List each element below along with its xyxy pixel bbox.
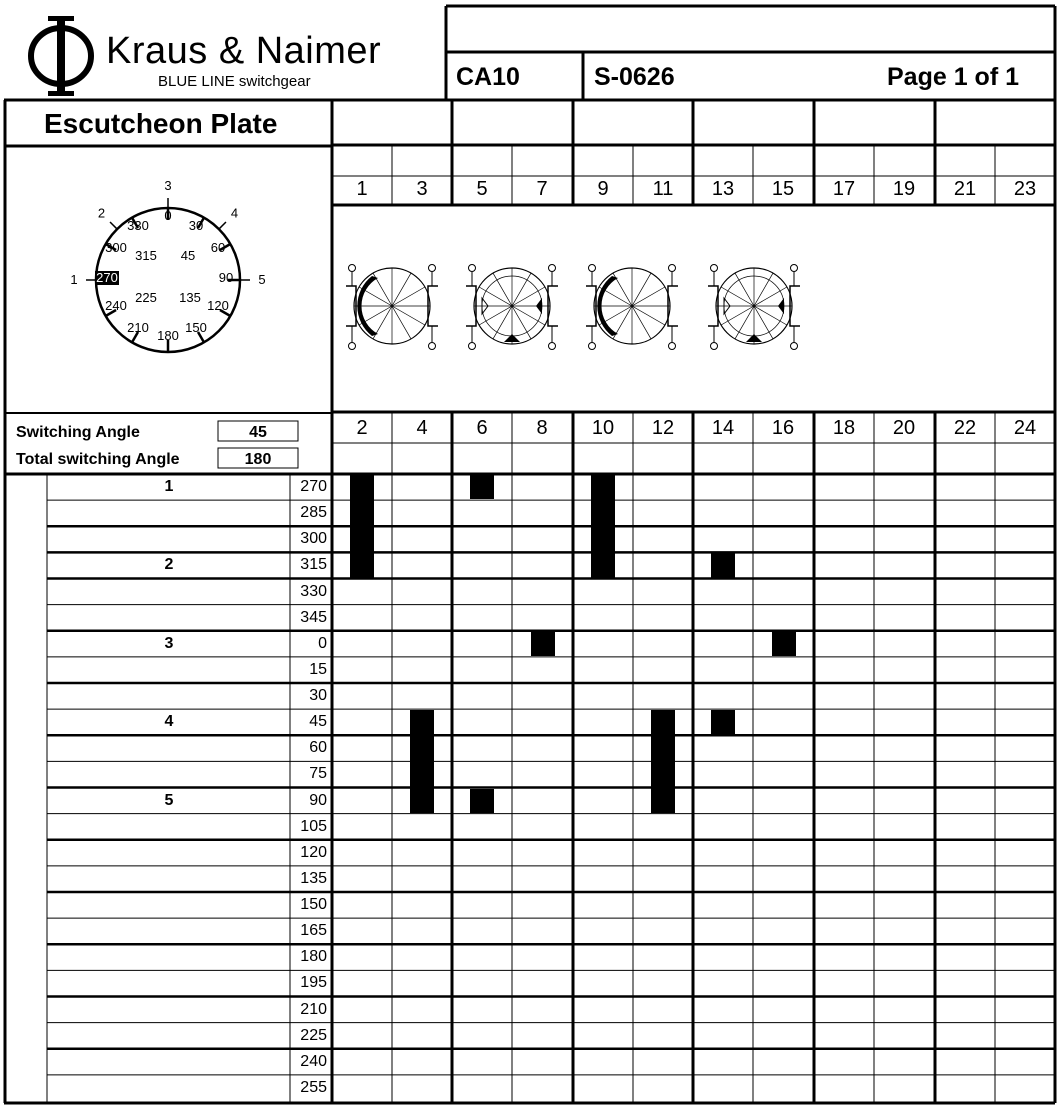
contact-closed-bar <box>470 475 494 499</box>
position-label: 4 <box>164 713 174 731</box>
total-switching-angle-label: Total switching Angle <box>16 451 180 468</box>
bottom-terminal-6: 6 <box>476 417 488 439</box>
contact-closed-bar <box>470 789 494 813</box>
series-code: CA10 <box>456 63 520 91</box>
bottom-terminal-10: 10 <box>591 417 615 439</box>
contact-closed-bar <box>410 710 434 813</box>
bottom-terminal-18: 18 <box>832 417 856 439</box>
angle-label: 120 <box>300 843 327 861</box>
contact-cam-diagram <box>708 265 800 350</box>
top-terminal-7: 7 <box>536 178 548 200</box>
total-switching-angle-value: 180 <box>244 451 272 468</box>
contact-cam-diagram <box>466 265 558 350</box>
dial-angle-label: 330 <box>127 218 149 233</box>
angle-label: 15 <box>309 660 327 678</box>
contact-cam-diagram <box>346 265 438 350</box>
position-label: 3 <box>164 634 174 652</box>
top-terminal-17: 17 <box>832 178 856 200</box>
angle-label: 75 <box>309 765 327 783</box>
contact-closed-bar <box>591 475 615 578</box>
angle-label: 150 <box>300 896 327 913</box>
angle-label: 255 <box>300 1078 327 1096</box>
angle-label: 285 <box>300 504 327 522</box>
top-terminal-3: 3 <box>416 178 428 200</box>
bottom-terminal-24: 24 <box>1013 417 1037 439</box>
escutcheon-title: Escutcheon Plate <box>44 108 278 139</box>
bottom-terminal-2: 2 <box>356 417 368 439</box>
contact-closed-bar <box>772 632 796 656</box>
switching-angle-value: 45 <box>249 424 267 441</box>
contact-cam-diagram <box>586 265 678 350</box>
dial-position-tick <box>219 222 226 229</box>
dial-angle-label: 240 <box>105 298 127 313</box>
position-label: 1 <box>164 478 174 495</box>
bottom-terminal-14: 14 <box>711 417 735 439</box>
company-tagline: BLUE LINE switchgear <box>158 73 311 90</box>
angle-label: 300 <box>300 530 327 548</box>
dial-position-number: 4 <box>230 205 239 221</box>
top-terminal-11: 11 <box>652 178 674 200</box>
kraus-naimer-logo-icon <box>26 12 96 98</box>
dial-position-number: 5 <box>258 272 266 287</box>
contact-closed-bar <box>651 710 675 813</box>
bottom-terminal-12: 12 <box>651 417 675 439</box>
top-terminal-19: 19 <box>892 178 916 200</box>
angle-label: 135 <box>300 869 327 887</box>
dial-angle-label: 180 <box>157 328 179 343</box>
angle-label: 195 <box>300 974 327 992</box>
bottom-terminal-8: 8 <box>536 417 548 439</box>
dial-angle-label: 60 <box>210 240 226 255</box>
angle-label: 165 <box>300 922 327 940</box>
angle-label: 180 <box>300 948 327 966</box>
dial-angle-label: 0 <box>164 208 172 223</box>
top-terminal-1: 1 <box>356 178 368 200</box>
dial-position-number: 3 <box>164 178 172 193</box>
position-label: 2 <box>164 556 174 574</box>
angle-label: 240 <box>300 1052 327 1070</box>
top-terminal-13: 13 <box>711 178 735 200</box>
dial-angle-label: 210 <box>127 320 149 335</box>
company-name: Kraus & Naimer <box>106 30 382 72</box>
angle-label: 225 <box>300 1026 327 1044</box>
dial-angle-label: 315 <box>135 248 157 263</box>
page-indicator: Page 1 of 1 <box>887 63 1019 91</box>
top-terminal-9: 9 <box>597 178 609 200</box>
dial-angle-label: 45 <box>180 248 196 263</box>
dial-angle-label: 270 <box>96 270 118 285</box>
angle-label: 60 <box>309 739 327 757</box>
angle-label: 30 <box>309 687 327 704</box>
dial-position-number: 2 <box>97 205 106 221</box>
dial-angle-label: 30 <box>188 218 204 233</box>
program-number: S-0626 <box>594 63 675 91</box>
top-terminal-23: 23 <box>1013 178 1037 200</box>
dial-angle-label: 150 <box>185 320 207 335</box>
dial-position-tick <box>110 222 117 229</box>
top-terminal-21: 21 <box>953 178 977 200</box>
contact-cam-diagrams <box>332 206 1052 412</box>
dial-angle-label: 120 <box>207 298 229 313</box>
angle-label: 105 <box>300 817 327 835</box>
angle-label: 0 <box>318 634 327 652</box>
contact-closed-bar <box>350 475 374 578</box>
angle-label: 45 <box>309 713 327 731</box>
angle-label: 270 <box>300 478 327 495</box>
dial-angle-label: 225 <box>135 290 157 305</box>
bottom-terminal-16: 16 <box>771 417 795 439</box>
escutcheon-dial <box>60 168 280 378</box>
angle-label: 345 <box>300 608 327 626</box>
contact-closed-bar <box>711 553 735 577</box>
angle-label: 330 <box>300 582 327 600</box>
dial-angle-label: 300 <box>105 240 127 255</box>
top-terminal-5: 5 <box>476 178 488 200</box>
top-terminal-15: 15 <box>771 178 795 200</box>
angle-label: 315 <box>300 556 327 574</box>
angle-label: 90 <box>309 791 327 809</box>
contact-closed-bar <box>711 710 735 734</box>
switching-angle-label: Switching Angle <box>16 424 140 441</box>
bottom-terminal-22: 22 <box>953 417 977 439</box>
angle-label: 210 <box>300 1000 327 1018</box>
position-label: 5 <box>164 791 174 809</box>
dial-angle-label: 90 <box>218 270 234 285</box>
contact-closed-bar <box>531 632 555 656</box>
bottom-terminal-4: 4 <box>416 417 428 439</box>
bottom-terminal-20: 20 <box>892 417 916 439</box>
dial-angle-label: 135 <box>179 290 201 305</box>
dial-position-number: 1 <box>70 272 78 287</box>
